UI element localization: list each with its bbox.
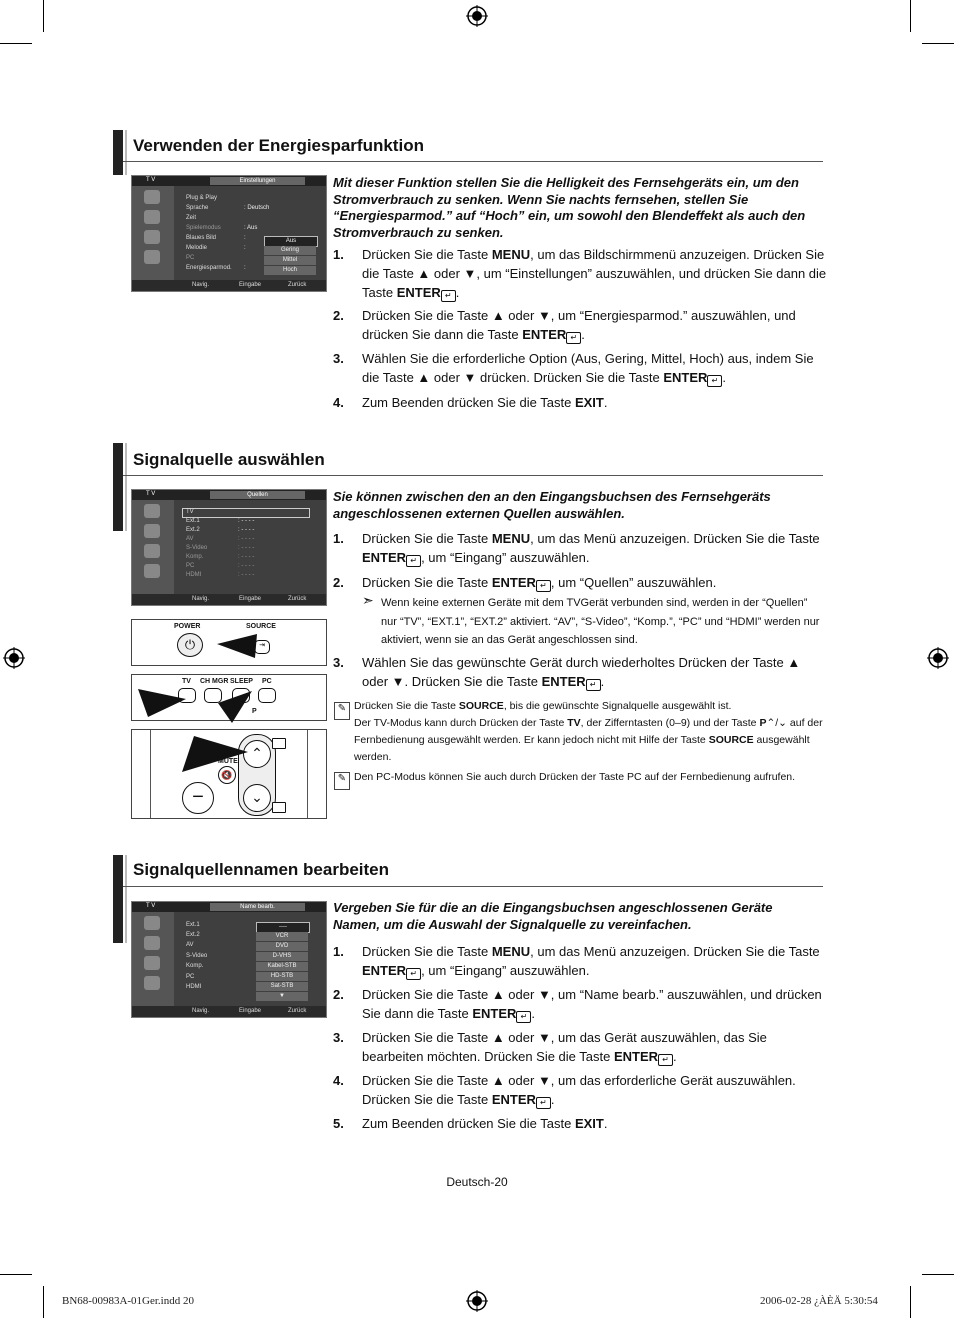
channel-up-button: ⌃ — [243, 740, 271, 768]
enter-icon: ↵ — [586, 679, 601, 691]
registration-mark-icon — [927, 647, 949, 669]
osd-menu-quellen: T V Quellen TV Ext.1 Ext.2 AV S-Video Komp. PC HDMI : - - - - : - - - - : - - - - : - - - - : - - - - : - - - - : - - - - Navig. Eingabe Zurück — [131, 489, 327, 606]
footer-file: BN68-00983A-01Ger.indd 20 — [62, 1295, 194, 1307]
source-button: ⇥ — [254, 640, 270, 654]
page-number: Deutsch-20 — [446, 1175, 508, 1189]
enter-icon: ↵ — [406, 968, 421, 980]
intro-signalquelle: Sie können zwischen den an den Eingangsbuchsen des Fernsehgeräts angeschlossenen externen Quellen auswählen. — [333, 489, 771, 521]
registration-mark-icon — [466, 5, 488, 27]
note-icon: ✎ — [334, 702, 350, 720]
section-title-signalquellennamen: Signalquellennamen bearbeiten — [133, 860, 390, 879]
registration-mark-icon — [466, 1290, 488, 1312]
enter-icon: ↵ — [566, 332, 581, 344]
pointer-note: Wenn keine externen Geräte mit dem TVGerät verbunden sind, werden in der “Quellen” nur “TV”, “EXT.1”, “EXT.2” aktiviert. “AV”, “S-Video”, “Komp.”, “PC” und “HDMI” werden nur aktiviert, wenn sie an das Gerät angeschlossen sind. — [381, 597, 820, 646]
enter-icon: ↵ — [441, 290, 456, 302]
osd-menu-name-bearb: T V Name bearb. Ext.1 Ext.2 AV S-Video Komp. PC HDMI ---- VCR DVD D-VHS Kabel-STB HD-STB Sat-STB ▼ Navig. Eingabe Zurück — [131, 901, 327, 1018]
intro-signalquellennamen: Vergeben Sie für die an die Eingangsbuchsen angeschlossenen Geräte Namen, um die Auswahl der Signalquelle zu vereinfachen. — [333, 900, 773, 932]
pointer-arrow-icon — [182, 736, 248, 772]
enter-icon: ↵ — [536, 1097, 551, 1109]
p-updown-icon: ⌃/⌄ — [766, 717, 787, 729]
enter-icon: ↵ — [658, 1054, 673, 1066]
footer-timestamp: 2006-02-28 ¿ÀÈÄ 5:30:54 — [760, 1295, 878, 1307]
power-button: ⏻ — [177, 633, 203, 657]
remote-tv-row: TV CH MGR SLEEP PC P — [131, 674, 327, 721]
pointer-arrow-icon — [217, 634, 257, 660]
section-title-signalquelle: Signalquelle auswählen — [133, 450, 325, 469]
enter-icon: ↵ — [707, 375, 722, 387]
intro-energiespar: Mit dieser Funktion stellen Sie die Helligkeit des Fernsehgeräts ein, um den Stromverbrauch zu senken. Wenn Sie nachts fernsehen, stellen Sie “Energiesparmod.” auf “Hoch” ein, um sowohl den Blendeffekt als auch den Stromverbrauch zu senken. — [333, 175, 806, 240]
osd-menu-einstellungen: T V Einstellungen Plug & Play Sprache Zeit Spielemodus Blaues Bild Melodie PC Energiesparmod. : Deutsch : Aus : : : Aus Gering Mittel Hoch Navig. Eingabe Zurück — [131, 175, 327, 292]
channel-down-button: ⌄ — [243, 784, 271, 812]
pointer-arrow-icon — [138, 689, 186, 717]
note-source: Drücken Sie die Taste SOURCE, bis die gewünschte Signalquelle ausgewählt ist. Der TV-Modus kann durch Drücken der Taste TV, der Zifferntasten (0–9) und der Taste P⌃/⌄ auf der Fernbedienung ausgewählt werden. Er kann jedoch nicht mit Hilfe der Taste SOURCE ausgewählt werden. — [354, 700, 823, 763]
volume-minus-button: − — [182, 782, 214, 814]
note-icon: ✎ — [334, 772, 350, 790]
remote-channel-volume: − 🔇 MUTE ⌃ ⌄ — [131, 729, 327, 819]
mute-button: 🔇 — [218, 766, 236, 784]
pointer-note-icon: ➣ — [362, 592, 374, 608]
enter-icon: ↵ — [516, 1011, 531, 1023]
note-pc: Den PC-Modus können Sie auch durch Drücken der Taste PC auf der Fernbedienung aufrufen. — [354, 771, 796, 783]
registration-mark-icon — [3, 647, 25, 669]
enter-icon: ↵ — [536, 580, 551, 592]
section-title-energiespar: Verwenden der Energiesparfunktion — [133, 136, 424, 155]
pointer-arrow-icon — [218, 691, 252, 723]
remote-power-source: POWER SOURCE ⏻ ⇥ — [131, 619, 327, 666]
enter-icon: ↵ — [406, 555, 421, 567]
